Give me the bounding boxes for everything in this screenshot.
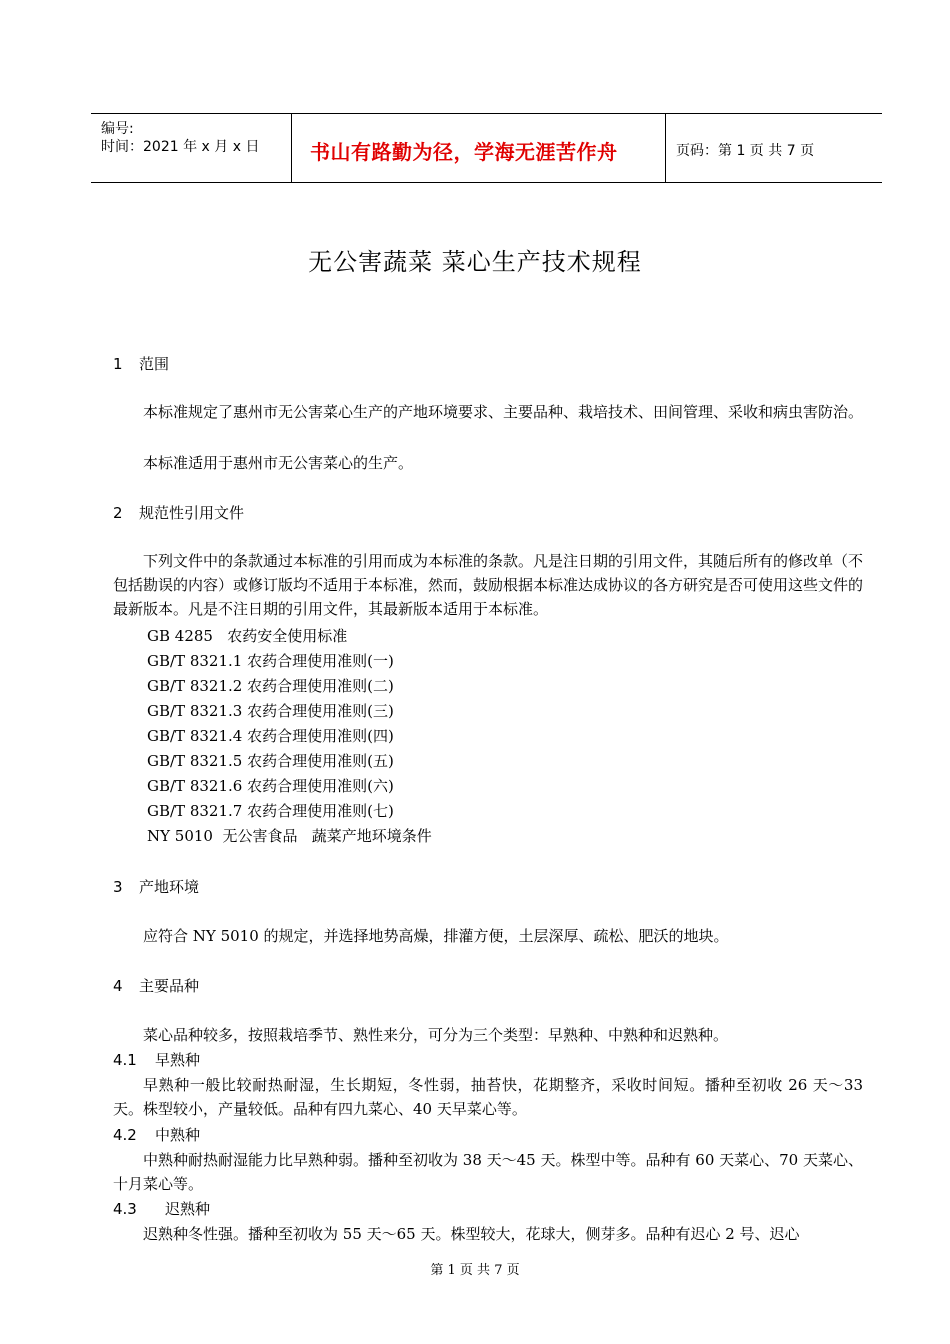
section-heading-varieties	[113, 975, 199, 996]
subsection-heading	[113, 1049, 200, 1070]
subsection-number: 4.2	[113, 1126, 137, 1144]
reference-item: GB/T 8321.5 农药合理使用准则(五)	[147, 752, 394, 770]
header-page-cell	[666, 114, 882, 182]
document-title: 无公害蔬菜 菜心生产技术规程	[308, 248, 642, 276]
document-header-table	[91, 113, 882, 183]
section-title: 范围	[139, 355, 170, 373]
section-heading-scope	[113, 353, 169, 374]
section-title: 主要品种	[139, 977, 200, 995]
section-title: 产地环境	[139, 878, 200, 896]
subsection-heading	[113, 1124, 200, 1145]
section-number: 2	[113, 504, 123, 522]
subsection-number: 4.3	[113, 1200, 137, 1218]
reference-item: GB 4285 农药安全使用标准	[147, 627, 348, 645]
section-number: 3	[113, 878, 123, 896]
paragraph: 本标准适用于惠州市无公害菜心的生产。	[143, 454, 414, 472]
paragraph: 本标准规定了惠州市无公害菜心生产的产地环境要求、主要品种、栽培技术、田间管理、采收和病虫害防治。	[143, 403, 864, 421]
section-number: 1	[113, 355, 123, 373]
paragraph: 中熟种耐热耐湿能力比早熟种弱。播种至初收为 38 天～45 天。株型中等。品种有 60 天菜心、70 天菜心、十月菜心等。	[113, 1151, 863, 1193]
paragraph: 迟熟种冬性强。播种至初收为 55 天～65 天。株型较大，花球大，侧芽多。品种有迟心 2 号、迟心	[143, 1225, 800, 1243]
header-meta-cell	[91, 114, 292, 182]
subsection-heading	[113, 1198, 210, 1219]
reference-item: GB/T 8321.2 农药合理使用准则(二)	[147, 677, 394, 695]
reference-item: GB/T 8321.1 农药合理使用准则(一)	[147, 652, 394, 670]
reference-item: NY 5010 无公害食品 蔬菜产地环境条件	[147, 827, 432, 845]
section-number: 4	[113, 977, 123, 995]
reference-item: GB/T 8321.6 农药合理使用准则(六)	[147, 777, 394, 795]
header-motto-cell	[292, 114, 666, 182]
section-heading-references	[113, 502, 244, 523]
section-heading-environment	[113, 876, 199, 897]
subsection-title: 迟熟种	[165, 1200, 211, 1218]
subsection-title: 中熟种	[155, 1126, 201, 1144]
paragraph: 早熟种一般比较耐热耐湿，生长期短，冬性弱，抽苔快，花期整齐，采收时间短。播种至初收 26 天～33 天。株型较小，产量较低。品种有四九菜心、40 天早菜心等。	[113, 1076, 863, 1118]
document-date-label: 时间：2021 年 x 月 x 日	[101, 139, 260, 155]
reference-item: GB/T 8321.4 农药合理使用准则(四)	[147, 727, 394, 745]
paragraph: 应符合 NY 5010 的规定，并选择地势高燥，排灌方便，土层深厚、疏松、肥沃的地块。	[143, 927, 729, 945]
reference-item: GB/T 8321.7 农药合理使用准则(七)	[147, 802, 394, 820]
document-number-label: 编号:	[101, 121, 134, 137]
subsection-title: 早熟种	[155, 1051, 201, 1069]
section-title: 规范性引用文件	[139, 504, 245, 522]
subsection-number: 4.1	[113, 1051, 137, 1069]
header-page-number: 页码：第 1 页 共 7 页	[676, 143, 815, 159]
page-footer: 第 1 页 共 7 页	[430, 1263, 520, 1278]
paragraph: 下列文件中的条款通过本标准的引用而成为本标准的条款。凡是注日期的引用文件，其随后所有的修改单（不包括勘误的内容）或修订版均不适用于本标准，然而，鼓励根据本标准达成协议的各方研究是否可使用这些文件的最新版本。凡是不注日期的引用文件，其最新版本适用于本标准。	[113, 552, 864, 618]
reference-item: GB/T 8321.3 农药合理使用准则(三)	[147, 702, 394, 720]
header-motto: 书山有路勤为径，学海无涯苦作舟	[310, 140, 618, 164]
paragraph: 菜心品种较多，按照栽培季节、熟性来分，可分为三个类型：早熟种、中熟种和迟熟种。	[143, 1026, 729, 1044]
